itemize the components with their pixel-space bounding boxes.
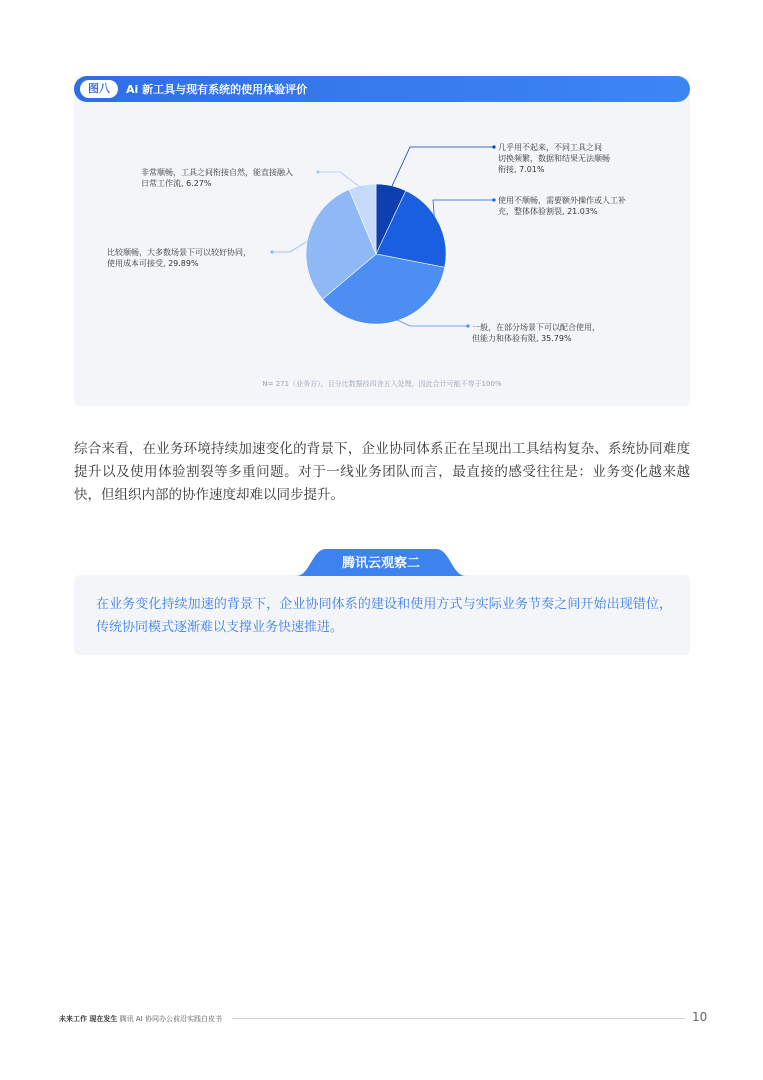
footer-bold: 未来工作 现在发生: [59, 1015, 118, 1023]
slice-label-4: 比较顺畅，大多数场景下可以较好协同， 使用成本可接受, 29.89%: [107, 248, 251, 268]
leader-line-3: [393, 318, 468, 326]
body-paragraph: 综合来看，在业务环境持续加速变化的背景下，企业协同体系正在呈现出工具结构复杂、系统协同难度提升以及使用体验割裂等多重问题。对于一线业务团队而言，最直接的感受往往是：业务变化越来越快，但组织内部的协作速度却难以同步提升。: [74, 441, 690, 503]
leader-line-1: [390, 147, 494, 190]
leader-dot-5: [316, 170, 319, 173]
observation-text: 在业务变化持续加速的背景下，企业协同体系的建设和使用方式与实际业务节奏之间开始出现错位，传统协同模式逐渐难以支撑业务快速推进。: [96, 597, 672, 635]
pie-chart: [0, 0, 763, 420]
observation-tab: [296, 549, 466, 576]
slice-label-1: 几乎用不起来，不同工具之间 切换频繁，数据和结果无法顺畅 衔接, 7.01%: [498, 143, 610, 174]
leader-dot-4: [270, 250, 273, 253]
leader-dot-1: [492, 145, 495, 148]
figure-note: N= 271（业务方），百分比数据经四舍五入处理，因此合计可能不等于100%: [262, 380, 502, 388]
slice-label-2: 使用不顺畅，需要额外操作或人工补 充，整体体验割裂, 21.03%: [498, 196, 626, 216]
slice-label-3: 一般，在部分场景下可以配合使用， 但能力和体验有限, 35.79%: [472, 323, 600, 343]
footer-divider: [232, 1018, 685, 1019]
leader-dot-2: [492, 198, 495, 201]
figure-tag: 图八: [80, 80, 118, 98]
page-number: 10: [692, 1010, 708, 1024]
observation-title: 腾讯云观察二: [341, 556, 420, 571]
slice-label-5: 非常顺畅，工具之间衔接自然，能直接融入 日常工作流, 6.27%: [141, 168, 293, 188]
figure-title: Ai 新工具与现有系统的使用体验评价: [126, 83, 308, 96]
leader-dot-3: [466, 324, 469, 327]
footer-text: [59, 1014, 222, 1024]
leader-line-2: [433, 200, 494, 224]
footer-title: 腾讯 AI 协同办公前沿实践白皮书: [119, 1015, 222, 1023]
